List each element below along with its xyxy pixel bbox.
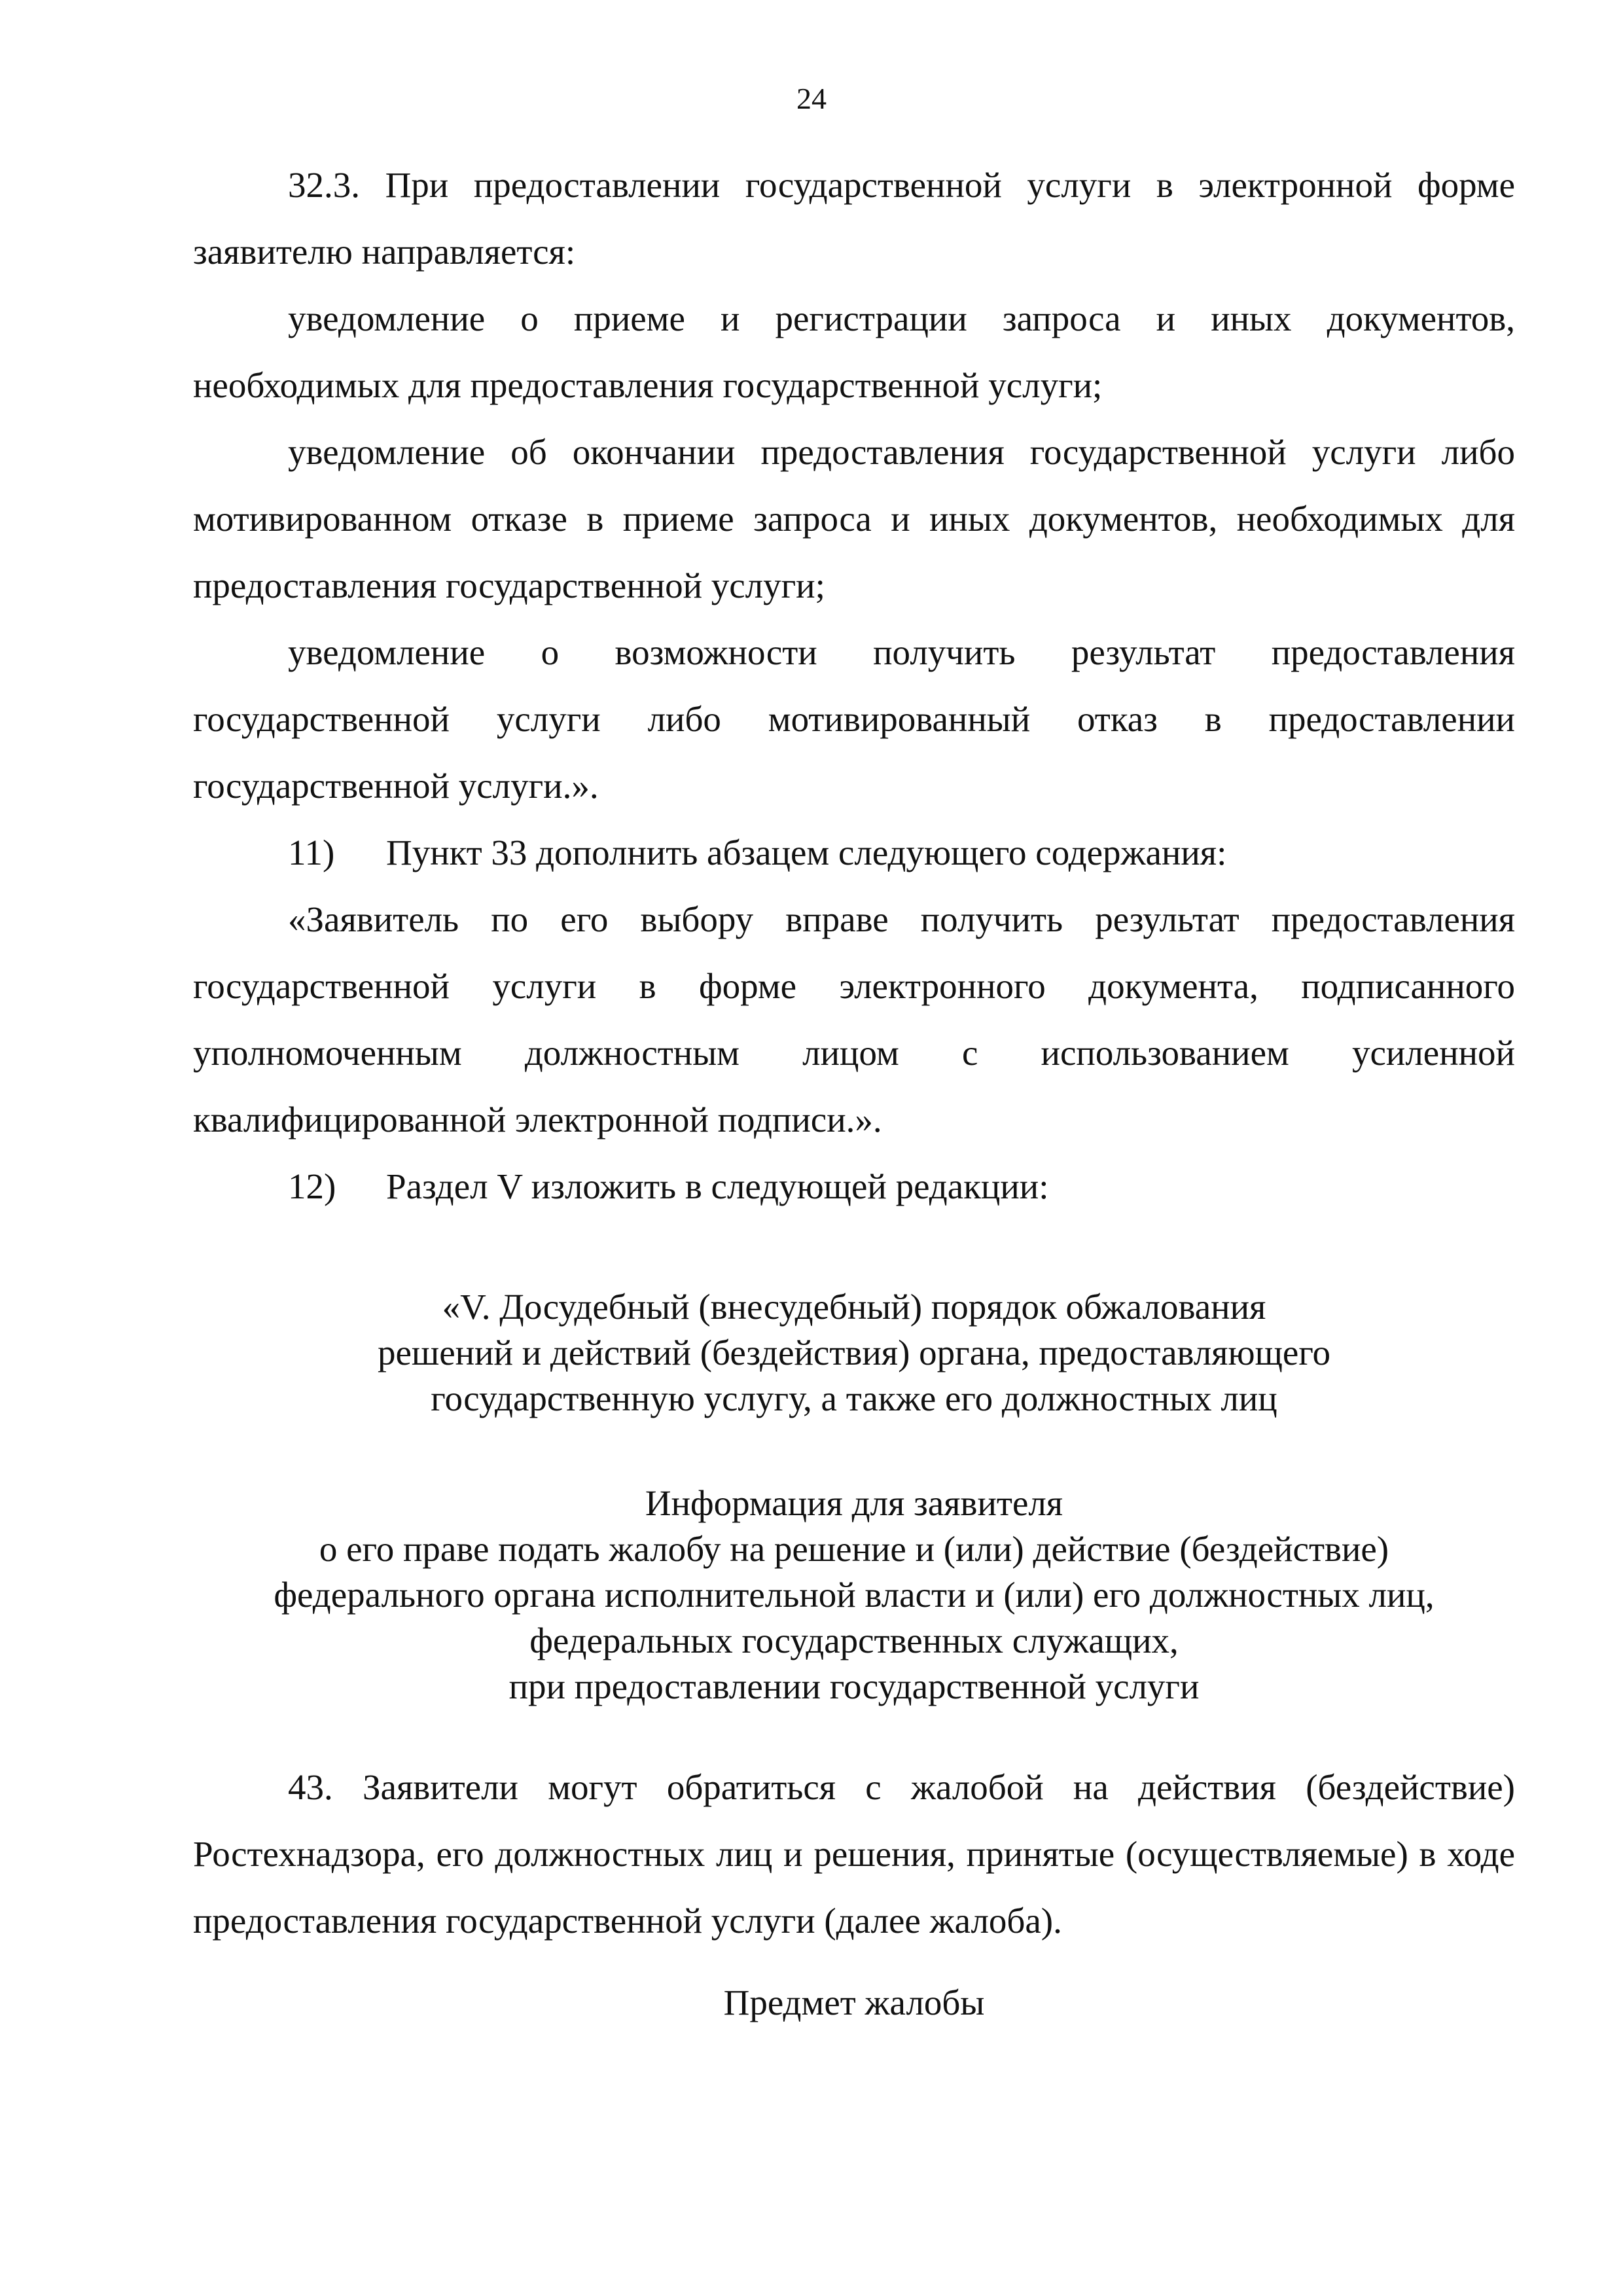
paragraph-applicant-choice: «Заявитель по его выбору вправе получить результат предоставления государственной услуги в форме электронного документа, подписанного уполномоченным должностным лицом с использованием усиленной квалифицированной электронной подписи.». xyxy=(193,899,1515,1139)
page-number: 24 xyxy=(796,82,827,115)
info-heading-line-3: федерального органа исполнительной власти и (или) его должностных лиц, xyxy=(274,1575,1435,1615)
section-v-heading-line-1: «V. Досудебный (внесудебный) порядок обжалования xyxy=(442,1287,1266,1327)
info-heading-line-2: о его праве подать жалобу на решение и (или) действие (бездействие) xyxy=(319,1529,1389,1569)
info-heading-line-4: федеральных государственных служащих, xyxy=(529,1621,1179,1660)
paragraph-43: 43. Заявители могут обратиться с жалобой на действия (бездействие) Ростехнадзора, его должностных лиц и решения, принятые (осуществляемые) в ходе предоставления государственной услуги (далее жалоба). xyxy=(193,1767,1515,1941)
top-text-block xyxy=(193,152,1515,1220)
paragraph-notice-receipt: уведомление о приеме и регистрации запроса и иных документов, необходимых для предоставления государственной услуги; xyxy=(193,298,1515,405)
item-12 xyxy=(193,1153,1515,1220)
paragraph-notice-result: уведомление о возможности получить результат предоставления государственной услуги либо мотивированный отказ в предоставлении государственной услуги.». xyxy=(193,632,1515,806)
section-v-heading-line-2: решений и действий (бездействия) органа, предоставляющего xyxy=(377,1333,1331,1372)
paragraph-notice-completion: уведомление об окончании предоставления государственной услуги либо мотивированном отказе в приеме запроса и иных документов, необходимых для предоставления государственной услуги; xyxy=(193,432,1515,605)
subject-heading: Предмет жалобы xyxy=(723,1982,985,2022)
item-11-text: Пункт 33 дополнить абзацем следующего содержания: xyxy=(386,833,1227,872)
section-v-heading xyxy=(193,1284,1515,1422)
item-11 xyxy=(193,819,1515,886)
bottom-text-block xyxy=(193,1754,1515,1954)
info-heading-line-1: Информация для заявителя xyxy=(645,1483,1063,1523)
info-heading xyxy=(193,1480,1515,1710)
section-v-heading-line-3: государственную услугу, а также его должностных лиц xyxy=(431,1378,1277,1418)
paragraph-32-3: 32.3. При предоставлении государственной услуги в электронной форме заявителю направляется: xyxy=(193,165,1515,272)
item-12-text: Раздел V изложить в следующей редакции: xyxy=(386,1166,1049,1206)
info-heading-line-5: при предоставлении государственной услуги xyxy=(508,1666,1200,1706)
item-12-number: 12) xyxy=(288,1166,336,1206)
item-11-number: 11) xyxy=(288,833,335,872)
